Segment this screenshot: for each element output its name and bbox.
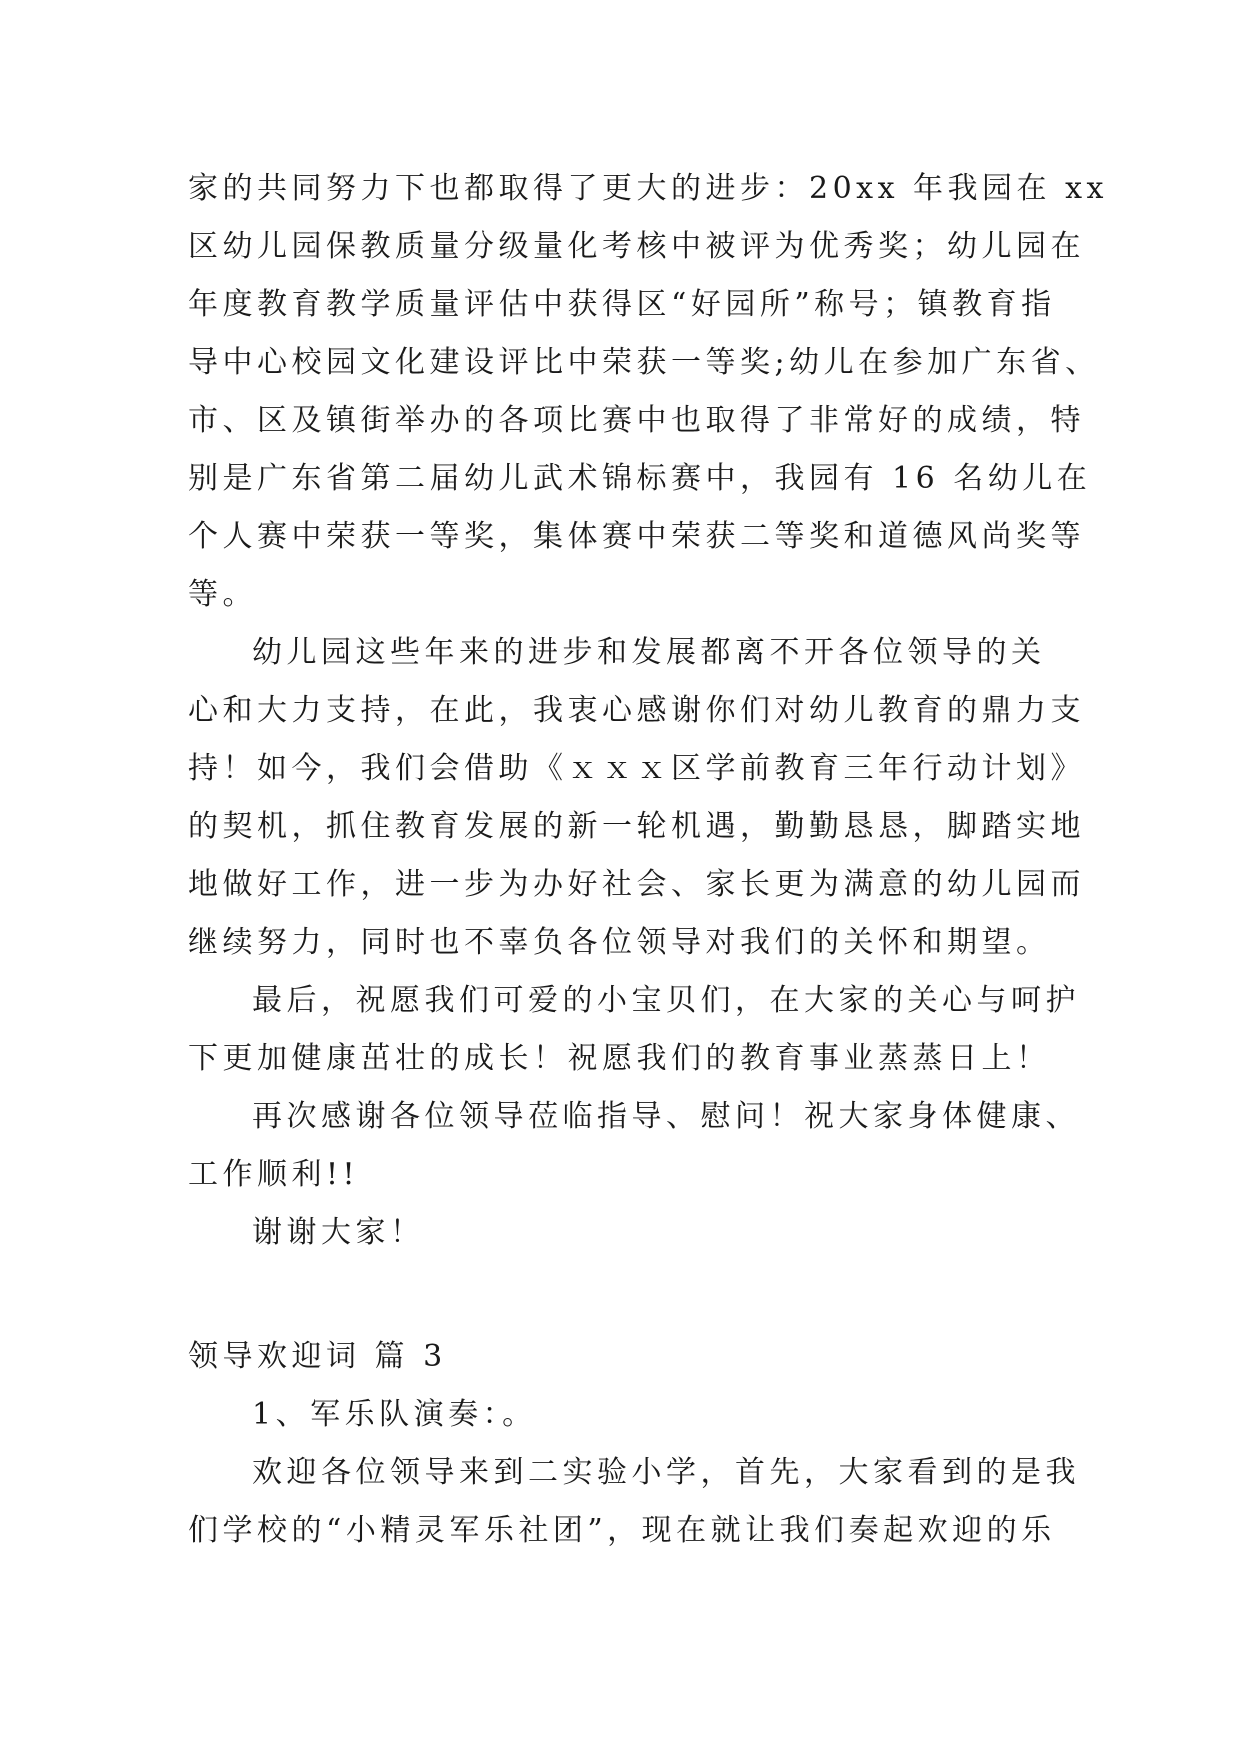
text-line: 再次感谢各位领导莅临指导、慰问！祝大家身体健康、: [252, 1099, 1080, 1134]
text-line: 个人赛中荣获一等奖，集体赛中荣获二等奖和道德风尚奖等: [188, 519, 1085, 554]
text-line: 1、军乐队演奏：。: [252, 1397, 537, 1432]
text-line: 继续努力，同时也不辜负各位领导对我们的关怀和期望。: [188, 925, 1051, 960]
text-line: 市、区及镇街举办的各项比赛中也取得了非常好的成绩，特: [188, 403, 1085, 438]
paragraph: [188, 160, 1108, 624]
text-line: 谢谢大家！: [252, 1215, 425, 1250]
text-line: 家的共同努力下也都取得了更大的进步：20xx 年我园在 xx: [188, 171, 1108, 206]
text-line: 别是广东省第二届幼儿武术锦标赛中，我园有 16 名幼儿在: [188, 461, 1092, 496]
text-line: 区幼儿园保教质量分级量化考核中被评为优秀奖；幼儿园在: [188, 229, 1085, 264]
text-line: 地做好工作，进一步为办好社会、家长更为满意的幼儿园而: [188, 867, 1085, 902]
text-line: 最后，祝愿我们可爱的小宝贝们，在大家的关心与呵护: [252, 983, 1080, 1018]
text-line: 们学校的“小精灵军乐社团”，现在就让我们奏起欢迎的乐: [188, 1513, 1056, 1548]
text-line: 持！如今，我们会借助《ｘｘｘ区学前教育三年行动计划》: [188, 751, 1085, 786]
text-line: 的契机，抓住教育发展的新一轮机遇，勤勤恳恳，脚踏实地: [188, 809, 1085, 844]
paragraph: [188, 1088, 1088, 1204]
text-line: 欢迎各位领导来到二实验小学，首先，大家看到的是我: [252, 1455, 1080, 1490]
section-heading: [188, 1328, 1088, 1386]
paragraph: [188, 624, 1088, 972]
document-body: [188, 160, 1108, 1560]
paragraph: [188, 972, 1088, 1088]
text-line: 心和大力支持，在此，我衷心感谢你们对幼儿教育的鼎力支: [188, 693, 1085, 728]
paragraph: [188, 1204, 1088, 1262]
text-line: 导中心校园文化建设评比中荣获一等奖;幼儿在参加广东省、: [188, 345, 1100, 380]
text-line: 工作顺利!!: [188, 1157, 360, 1192]
text-line: 下更加健康茁壮的成长！祝愿我们的教育事业蒸蒸日上！: [188, 1041, 1051, 1076]
paragraph: [188, 1444, 1088, 1560]
section-heading-text: 领导欢迎词 篇 3: [188, 1339, 447, 1374]
paragraph: [188, 1386, 1088, 1444]
text-line: 幼儿园这些年来的进步和发展都离不开各位领导的关: [252, 635, 1046, 670]
text-line: 年度教育教学质量评估中获得区“好园所”称号；镇教育指: [188, 287, 1056, 322]
text-line: 等。: [188, 577, 257, 612]
